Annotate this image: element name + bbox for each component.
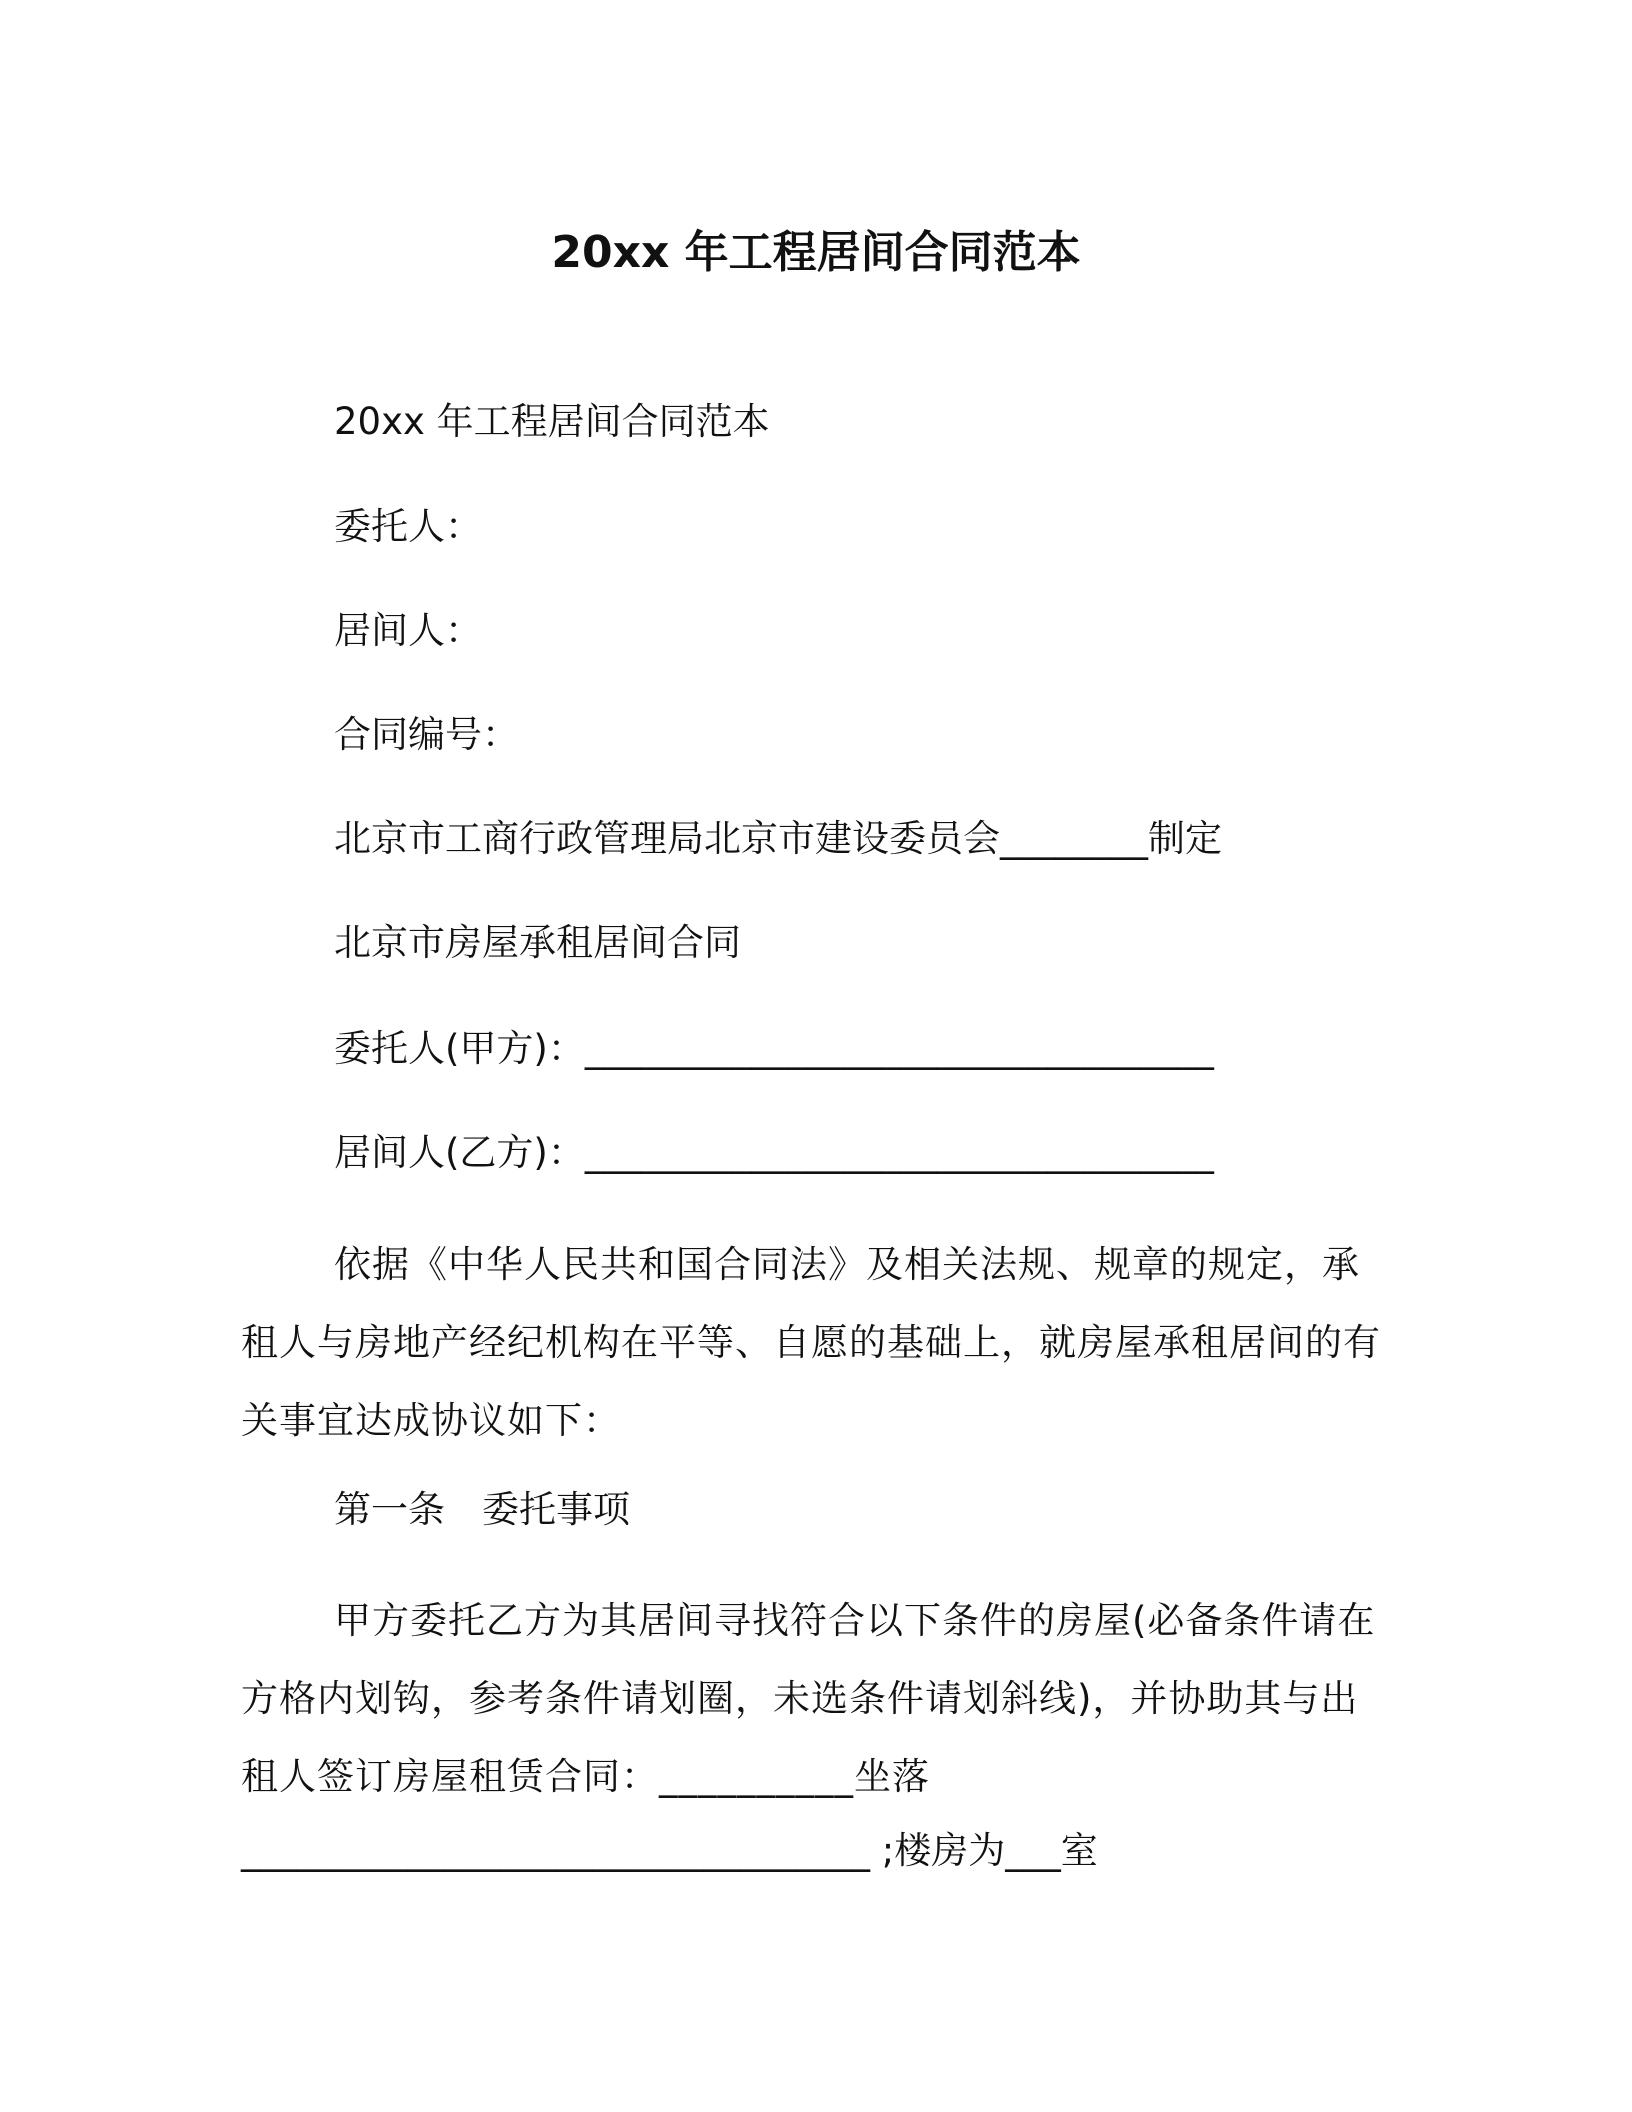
intermediary-label: 居间人： <box>334 609 482 652</box>
party-a-line: 委托人(甲方)：__________________________________ <box>334 1027 1214 1070</box>
location-line: __________________________________ ;楼房为___室 <box>241 1829 1098 1872</box>
contract-number-label: 合同编号： <box>334 713 519 756</box>
basis-paragraph: 依据《中华人民共和国合同法》及相关法规、规章的规定，承租人与房地产经纪机构在平等、自愿的基础上，就房屋承租居间的有关事宜达成协议如下： <box>241 1243 1381 1442</box>
article-1-paragraph: 甲方委托乙方为其居间寻找符合以下条件的房屋(必备条件请在方格内划钩，参考条件请划圈，未选条件请划斜线)，并协助其与出租人签订房屋租赁合同：__________坐落 <box>241 1599 1376 1798</box>
contract-subtitle: 20xx 年工程居间合同范本 <box>334 400 770 443</box>
article-1-heading: 第一条 委托事项 <box>334 1488 630 1531</box>
party-b-line: 居间人(乙方)：__________________________________ <box>334 1131 1214 1174</box>
issuer-line: 北京市工商行政管理局北京市建设委员会________制定 <box>334 817 1222 860</box>
document-title: 20xx 年工程居间合同范本 <box>551 227 1081 278</box>
client-label: 委托人： <box>334 505 482 548</box>
contract-name: 北京市房屋承租居间合同 <box>334 921 741 964</box>
